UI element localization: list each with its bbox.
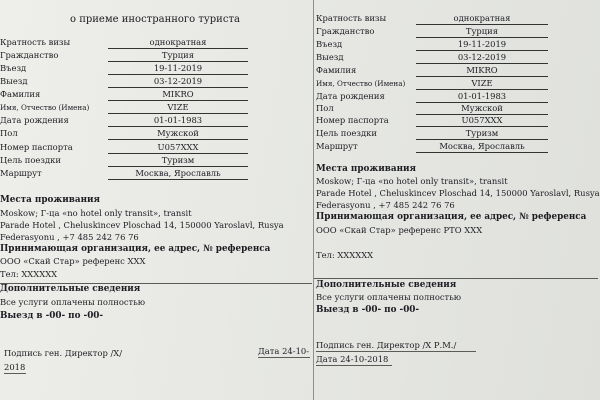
- field-value: Мужской: [416, 103, 548, 115]
- field-value: однократная: [108, 37, 248, 49]
- signature-date-continued: 2018: [4, 362, 26, 372]
- accommodation-line: Moskow; Г-ца «no hotel only transit», transit: [316, 176, 508, 186]
- host-org-heading: Принимающая организация, ее адрес, № референса: [0, 244, 271, 254]
- extra-info-heading: Дополнительные сведения: [0, 284, 141, 294]
- column-divider: [313, 0, 314, 400]
- extra-info-heading: Дополнительные сведения: [316, 280, 457, 290]
- field-value: VIZE: [416, 78, 548, 90]
- signature-date: Дата 24-10-2018: [316, 354, 389, 364]
- field-label: Фамилия: [0, 89, 41, 99]
- field-label: Гражданство: [0, 50, 59, 60]
- accommodation-line: Parade Hotel , Cheluskincev Ploschad 14, 150000 Yaroslavl, Rusya: [0, 220, 284, 230]
- field-value: 19-11-2019: [416, 39, 548, 51]
- field-label: Пол: [0, 128, 18, 138]
- accommodation-line: Federasyonu , +7 485 242 76 76: [0, 232, 139, 242]
- field-label: Маршрут: [0, 168, 42, 178]
- document-title: о приеме иностранного туриста: [70, 14, 240, 25]
- field-label: Гражданство: [316, 26, 375, 36]
- field-label: Номер паспорта: [0, 142, 73, 152]
- field-label: Имя, Отчество (Имена): [316, 79, 406, 88]
- field-label: Кратность визы: [316, 13, 387, 23]
- field-value: MIKRO: [108, 89, 248, 101]
- field-label: Въезд: [316, 39, 343, 49]
- field-value: Туризм: [416, 128, 548, 140]
- field-label: Фамилия: [316, 65, 357, 75]
- field-value: Москва, Ярославль: [108, 168, 248, 180]
- field-label: Имя, Отчество (Имена): [0, 103, 90, 112]
- field-value: Москва, Ярославль: [416, 141, 548, 153]
- field-label: Пол: [316, 103, 334, 113]
- date-underline: [316, 365, 392, 366]
- field-value: 03-12-2019: [108, 76, 248, 88]
- field-value: однократная: [416, 13, 548, 25]
- accommodation-line: Federasyonu , +7 485 242 76 76: [316, 200, 455, 210]
- field-value: Турция: [416, 26, 548, 38]
- host-org-line: ООО «Скай Стар» референс XXX: [0, 256, 146, 266]
- field-label: Дата рождения: [0, 115, 69, 125]
- host-org-phone: Тел: XXXXXX: [0, 269, 58, 279]
- accommodation-heading: Места проживания: [316, 164, 417, 174]
- signature-date: Дата 24-10-: [258, 346, 310, 356]
- field-label: Номер паспорта: [316, 115, 389, 125]
- field-label: Дата рождения: [316, 91, 385, 101]
- extra-info-line: Все услуги оплачены полностью: [316, 292, 462, 302]
- field-value: MIKRO: [416, 65, 548, 77]
- exit-window: Выезд в -00- по -00-: [0, 311, 104, 321]
- date-underline: [258, 357, 310, 358]
- field-value: U057XXX: [108, 142, 248, 154]
- field-label: Кратность визы: [0, 37, 71, 47]
- accommodation-heading: Места проживания: [0, 195, 101, 205]
- host-org-heading: Принимающая организация, ее адрес, № референса: [316, 212, 587, 222]
- accommodation-line: Moskow; Г-ца «no hotel only transit», transit: [0, 208, 192, 218]
- date-underline: [4, 373, 26, 374]
- field-value: 19-11-2019: [108, 63, 248, 75]
- field-value: 01-01-1983: [108, 115, 248, 127]
- field-value: U057XXX: [416, 115, 548, 127]
- field-value: Туризм: [108, 155, 248, 167]
- field-value: 03-12-2019: [416, 52, 548, 64]
- field-label: Маршрут: [316, 141, 358, 151]
- host-org-phone: Тел: XXXXXX: [316, 250, 374, 260]
- field-value: Турция: [108, 50, 248, 62]
- extra-info-line: Все услуги оплачены полностью: [0, 297, 146, 307]
- accommodation-line: Parade Hotel , Cheluskincev Ploschad 14, 150000 Yaroslavl, Rusya: [316, 188, 600, 198]
- field-label: Цель поездки: [316, 128, 377, 138]
- section-rule: [314, 278, 598, 279]
- host-org-line: ООО «Скай Стар» референс РТО XXX: [316, 225, 483, 235]
- field-label: Выезд: [0, 76, 28, 86]
- director-signature: Подпись ген. Директор /X Р.М./: [316, 340, 457, 350]
- field-label: Въезд: [0, 63, 27, 73]
- field-label: Выезд: [316, 52, 344, 62]
- field-value: 01-01-1983: [416, 91, 548, 103]
- exit-window: Выезд в -00- по -00-: [316, 305, 420, 315]
- signature-underline: [316, 351, 476, 352]
- field-value: VIZE: [108, 102, 248, 114]
- director-signature: Подпись ген. Директор /X/: [4, 348, 123, 358]
- field-label: Цель поездки: [0, 155, 61, 165]
- field-value: Мужской: [108, 128, 248, 140]
